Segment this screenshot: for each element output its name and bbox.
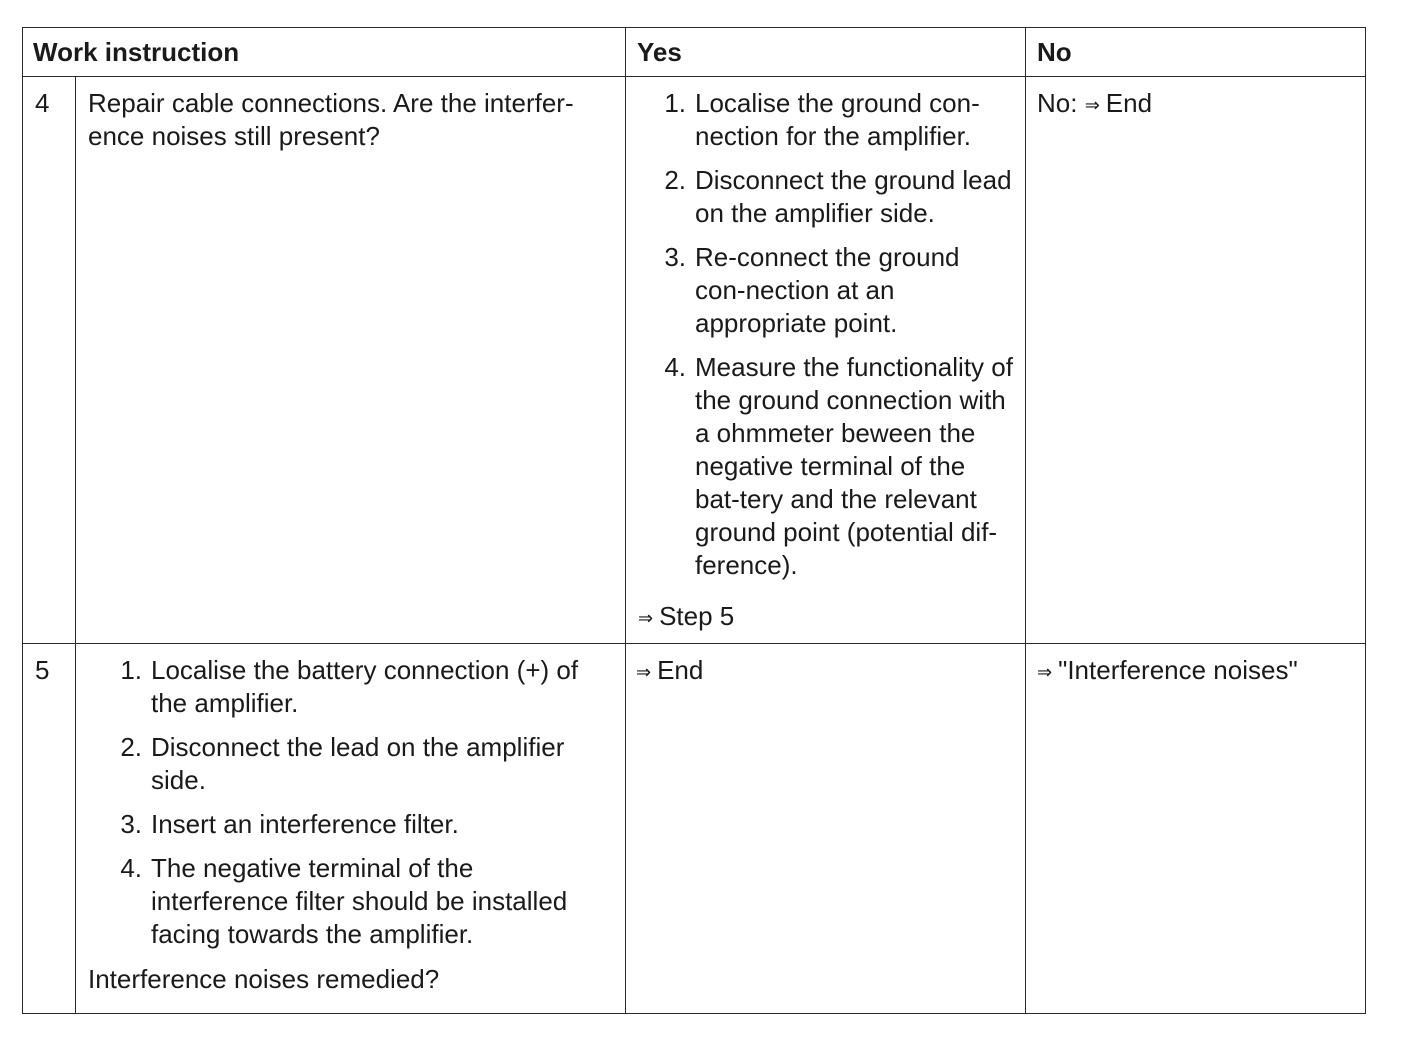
- list-item: 2. Disconnect the lead on the amplifier side.: [120, 732, 565, 795]
- list-item: 3. Insert an interference filter.: [120, 809, 459, 839]
- row-5-instruction: [76, 644, 626, 1014]
- row-5-instruction-steps: [88, 654, 615, 951]
- row-5-yes: [626, 644, 1026, 1014]
- arrow-right-icon: ⇒: [638, 608, 654, 628]
- row-5-no: [1026, 644, 1366, 1014]
- header-no: No: [1026, 28, 1366, 77]
- list-item: 1. Localise the ground con-nection for the amplifier.: [664, 88, 980, 151]
- arrow-right-icon: ⇒: [1084, 95, 1100, 115]
- row-5-no-text: "Interference noises": [1058, 655, 1298, 685]
- row-4-yes: [626, 77, 1026, 644]
- row-5-question: Interference noises remedied?: [88, 964, 440, 994]
- row-4-no: [1026, 77, 1366, 644]
- list-item: 4. Measure the functionality of the ground connection with a ohmmeter beween the negative terminal of the bat-tery and the relevant ground point (potential dif-ference).: [664, 352, 1013, 580]
- row-4-no-text: End: [1105, 88, 1153, 118]
- work-instruction-table: [22, 27, 1366, 1014]
- row-4-instruction: [76, 77, 626, 644]
- row-4-no-prefix: No:: [1037, 88, 1078, 118]
- header-yes: Yes: [626, 28, 1026, 77]
- row-5-yes-text: End: [657, 655, 704, 685]
- row-4-yes-next-label: Step 5: [659, 601, 735, 631]
- header-work-instruction: Work instruction: [23, 28, 626, 77]
- list-item: 4. The negative terminal of the interference filter should be installed facing towards the amplifier.: [120, 853, 568, 949]
- list-item: 2. Disconnect the ground lead on the amplifier side.: [664, 165, 1012, 228]
- table-row-4: [23, 77, 1366, 644]
- list-item: 1. Localise the battery connection (+) of the amplifier.: [120, 655, 579, 718]
- arrow-right-icon: ⇒: [636, 662, 652, 682]
- row-4-instruction-text: Repair cable connections. Are the interfer-ence noises still present?: [88, 88, 574, 151]
- row-4-yes-next-step: [638, 600, 734, 635]
- arrow-right-icon: ⇒: [1037, 662, 1053, 682]
- table-row-5: [23, 644, 1366, 1014]
- row-4-yes-steps: [636, 87, 1017, 582]
- table-header-row: [23, 28, 1366, 77]
- row-4-number: 4: [23, 77, 76, 644]
- list-item: 3. Re-connect the ground con-nection at an appropriate point.: [664, 242, 960, 338]
- row-5-number: 5: [23, 644, 76, 1014]
